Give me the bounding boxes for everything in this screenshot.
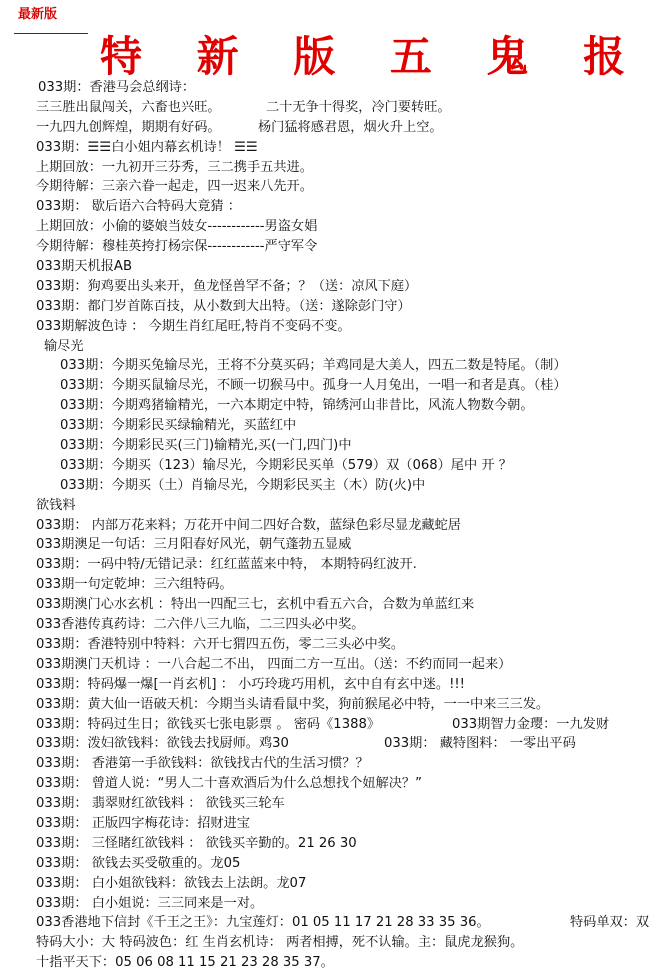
line: 上期回放：小偷的婆娘当妓女------------男盗女娼: [36, 219, 318, 235]
header-rule: [14, 33, 88, 34]
line: 033期：一码中特/无错记录：红红蓝蓝来中特， 本期特码红波开.: [36, 557, 417, 573]
line: 033期： 歇后语六合特码大竟猜 ：: [36, 199, 241, 215]
line: 033期：特码过生日；欲钱买七张电影票 。 密码《1388》 033期智力金璎：一九发财: [36, 716, 610, 732]
line: 一九四九创辉煌，期期有好码。 杨门猛将感君恩，烟火升上空。: [36, 119, 443, 135]
line: 033期： 正版四字梅花诗：招财进宝: [36, 815, 250, 831]
line: 033香港传真药诗：二六伴八三九临，二三四头必中奖。: [36, 617, 365, 633]
line: 033香港地下信封《千王之王》：九宝莲灯：01 05 11 17 21 28 33 35 36。 特码单双：双: [36, 915, 650, 931]
line: 033期：都门岁首陈百技，从小数到大出特。（送：遂除彭门守）: [36, 298, 411, 314]
line: 033期： 欲钱去买受敬重的。龙05: [36, 855, 241, 871]
line: 033期： 翡翠财红欲钱料 ： 欲钱买三轮车: [36, 796, 285, 812]
line: 033期： 香港第一手欲钱料：欲钱找古代的生活习惯？？: [36, 756, 369, 772]
line: 三三胜出鼠闯关，六畜也兴旺。 二十无争十得奖，冷门要转旺。: [36, 99, 451, 115]
line: 今期待解：三亲六眷一起走，四一迟来八先开。: [36, 179, 313, 195]
line: 033期：今期彩民买绿输精光，买蓝红中: [60, 418, 297, 434]
line: 特码大小：大 特码波色：红 生肖玄机诗： 两者相搏，死不认输。主：鼠虎龙猴狗。: [36, 935, 524, 951]
line: 033期：今期买（土）肖输尽光，今期彩民买主（木）防(火)中: [60, 477, 426, 493]
section-heading: 输尽光: [44, 338, 84, 354]
line: 十指平天下：05 06 08 11 15 21 23 28 35 37。: [36, 955, 334, 971]
line: 上期回放：一九初开三芬秀，三二携手五共进。: [36, 159, 313, 175]
line: 033期：黄大仙一语破天机：今期当头请看鼠中奖，狗前猴尾必中特，一一中来三三发。: [36, 696, 550, 712]
section-heading: 欲钱料: [36, 497, 76, 513]
line: 033期：☰☰白小姐内幕玄机诗！ ☰☰: [36, 139, 258, 155]
line: 033期： 白小姐说：三三同来是一对。: [36, 895, 264, 911]
line: 033期解波色诗 ： 今期生肖红尾旺,特肖不变码不变。: [36, 318, 351, 334]
line: 033期： 三怪睹红欲钱料 ： 欲钱买辛勤的。21 26 30: [36, 835, 357, 851]
line: 033期： 内部万花来料；万花开中间二四好合数，蓝绿色彩尽显龙藏蛇居: [36, 517, 461, 533]
line: 033期：今期买兔输尽光，王将不分莫买码；羊鸡同是大美人，四五二数是特尾。（制）: [60, 358, 567, 374]
line: 033期：今期鸡猪输精光，一六本期定中特，锦绣河山非昔比，风流人物数今朝。: [60, 398, 534, 414]
line: 033期澳足一句话：三月阳春好风光，朝气蓬勃五显威: [36, 537, 352, 553]
prediction-text-body: [0, 78, 670, 973]
line: 033期： 白小姐欲钱料：欲钱去上法朗。龙07: [36, 875, 307, 891]
line: 033期：特码爆一爆[一肖玄机] ： 小巧玲珑巧用机，玄中自有玄中迷。!!!: [36, 676, 465, 692]
line: 033期：今期买（123）输尽光，今期彩民买单（579）双（068）尾中 开 ？: [60, 457, 512, 473]
line: 033期澳门心水玄机 ：特出一四配三七，玄机中看五六合，合数为单蓝红来: [36, 597, 475, 613]
line: 033期：今期彩民买(三门)输精光,买(一门,四门)中: [60, 438, 352, 454]
line: 033期天机报AB: [36, 259, 132, 275]
line: 033期：泼妇欲钱料：欲钱去找厨师。鸡30 033期： 藏特图料： 一零出平码: [36, 736, 576, 752]
page-title: 特 新 版 五 鬼 报: [100, 32, 646, 81]
line: 033期： 曾道人说：“男人二十喜欢酒后为什么总想找个妞解决？”: [36, 776, 422, 792]
line: 今期待解：穆桂英挎打杨宗保------------严守军令: [36, 239, 318, 255]
line: 033期：狗鸡要出头来开，鱼龙怪兽罕不备；？（送：凉风下庭）: [36, 278, 418, 294]
line: 033期澳门天机诗 ：一八合起二不出， 四面二方一互出。（送：不约而同一起来）: [36, 656, 512, 672]
line: 033期：香港特别中特料：六开七猬四五伤，零二三头必中奖。: [36, 636, 405, 652]
line: 033期：香港马会总纲诗：: [38, 80, 196, 95]
line: 033期：今期买鼠输尽光，不顾一切猴马中。孤身一人月兔出，一唱一和者是真。（桂）: [60, 378, 567, 394]
line: 033期一句定乾坤：三六组特码。: [36, 577, 233, 593]
edition-badge: 最新版: [18, 7, 58, 22]
